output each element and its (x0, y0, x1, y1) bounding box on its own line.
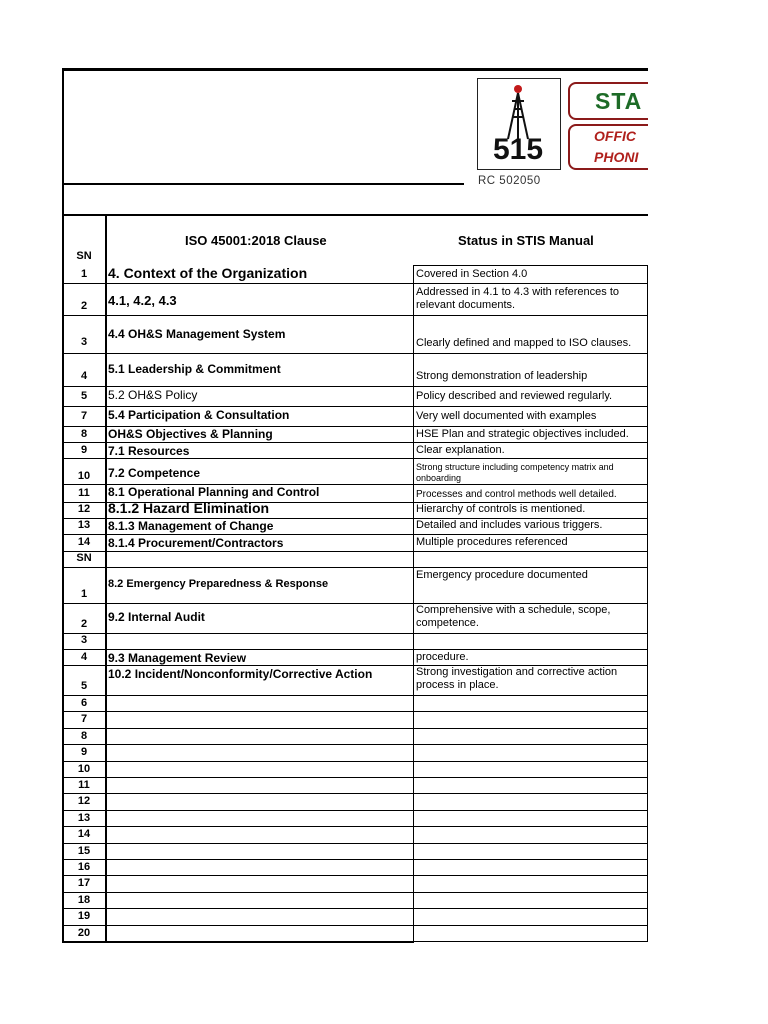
row-status: Clearly defined and mapped to ISO clauses. (416, 337, 632, 349)
oil-rig-logo-icon (478, 79, 559, 168)
row-clause: 9.3 Management Review (108, 651, 247, 665)
row-sn: 12 (77, 795, 91, 808)
row-divider (62, 534, 648, 535)
row-sn: 12 (77, 503, 91, 515)
row-sn: 9 (80, 444, 88, 456)
row-clause: 5.4 Participation & Consultation (108, 408, 290, 422)
row-status: Very well documented with examples (416, 410, 597, 422)
row-clause: OH&S Objectives & Planning (108, 427, 273, 441)
row-clause: 9.2 Internal Audit (108, 610, 205, 624)
row-divider (62, 695, 648, 696)
row-clause: 10.2 Incident/Nonconformity/Corrective Action (108, 667, 373, 681)
header-clause: ISO 45001:2018 Clause (185, 233, 327, 248)
header-status: Status in STIS Manual (458, 233, 594, 248)
row-status: Covered in Section 4.0 (416, 268, 528, 280)
phone-label: PHONI (594, 149, 639, 165)
section2-sn-label: SN (76, 552, 92, 564)
row-sn: 8 (80, 729, 88, 742)
row-clause: 4.4 OH&S Management System (108, 327, 286, 341)
row-status: Emergency procedure documented (416, 569, 588, 581)
row-sn: 14 (77, 828, 91, 841)
row-divider (62, 892, 648, 893)
row-sn: 5 (80, 680, 88, 692)
row-clause: 8.1 Operational Planning and Control (108, 485, 320, 499)
row-clause: 5.2 OH&S Policy (108, 388, 198, 402)
row-sn: 4 (80, 370, 88, 382)
row-sn: 6 (80, 697, 88, 709)
row-sn: 10 (77, 470, 91, 482)
row-status: Hierarchy of controls is mentioned. (416, 503, 586, 515)
row-status: Strong structure including competency matrix and onboarding (416, 462, 614, 483)
rc-number: RC 502050 (478, 175, 541, 187)
row-sn: 5 (80, 390, 88, 402)
row-divider (62, 315, 648, 316)
row-clause: 4.1, 4.2, 4.3 (108, 293, 177, 308)
row-sn: 11 (78, 779, 90, 791)
row-divider (62, 761, 648, 762)
row-sn: 15 (77, 844, 91, 857)
row-clause: 8.1.2 Hazard Elimination (108, 500, 270, 516)
row-divider (62, 353, 648, 354)
row-clause: 8.1.4 Procurement/Contractors (108, 536, 284, 550)
row-sn: 8 (80, 428, 88, 440)
row-status: Processes and control methods well detailed. (416, 489, 617, 500)
page-edge (648, 0, 768, 1024)
row-sn: 14 (77, 536, 91, 548)
row-status: Policy described and reviewed regularly. (416, 390, 613, 402)
row-clause: 5.1 Leadership & Commitment (108, 362, 281, 376)
row-sn: 4 (80, 651, 88, 663)
row-status: Detailed and includes various triggers. (416, 519, 603, 531)
row-divider (62, 859, 648, 860)
row-sn: 7 (80, 713, 88, 726)
row-status: HSE Plan and strategic objectives included. (416, 428, 629, 440)
row-divider (62, 810, 648, 811)
row-divider (62, 406, 648, 407)
row-sn: 10 (77, 762, 91, 775)
row-sn: 18 (77, 893, 91, 906)
row-clause: 7.1 Resources (108, 444, 190, 458)
row-sn: 20 (77, 926, 91, 939)
row-sn: 17 (77, 877, 91, 890)
row-sn: 19 (77, 910, 91, 923)
row-sn: 7 (80, 410, 88, 422)
row-divider (62, 633, 648, 634)
row-divider (62, 793, 648, 794)
header-sn: SN (76, 250, 92, 262)
row-status: Comprehensive with a schedule, scope, competence. (416, 604, 611, 629)
row-clause: 7.2 Competence (108, 466, 201, 480)
row-divider (62, 567, 648, 568)
row-divider (62, 728, 648, 729)
row-sn: 1 (80, 268, 88, 280)
row-sn: 3 (80, 634, 88, 646)
row-divider (62, 283, 648, 284)
row-clause: 8.2 Emergency Preparedness & Response (108, 578, 329, 590)
row-divider (62, 649, 648, 650)
row-divider (62, 777, 648, 778)
row-divider (62, 826, 648, 827)
row-sn: 3 (80, 336, 88, 348)
row-divider (62, 744, 648, 745)
row-divider (62, 551, 648, 552)
row-sn: 13 (77, 811, 91, 824)
logo-text: 515 (492, 133, 544, 166)
office-label: OFFIC (594, 128, 636, 144)
row-divider (62, 941, 648, 942)
row-sn: 2 (80, 300, 88, 312)
row-status: Strong investigation and corrective action process in place. (416, 666, 618, 691)
row-divider (62, 711, 648, 712)
row-sn: 2 (80, 618, 88, 630)
header-bottom (62, 214, 648, 216)
row-divider (62, 458, 648, 459)
row-clause: 4. Context of the Organization (108, 265, 308, 281)
company-brand: STA (595, 88, 643, 114)
row-status: Strong demonstration of leadership (416, 370, 588, 382)
row-divider (62, 386, 648, 387)
row-status: Clear explanation. (416, 444, 505, 456)
row-sn: 13 (77, 519, 91, 531)
row-divider (62, 908, 648, 909)
logo-box (477, 78, 561, 170)
row-status: Multiple procedures referenced (416, 536, 568, 548)
frame-top (62, 68, 648, 71)
row-divider (62, 442, 648, 443)
row-clause: 8.1.3 Management of Change (108, 519, 274, 533)
row-sn: 11 (78, 487, 90, 499)
row-divider (62, 925, 648, 926)
row-divider (413, 265, 648, 266)
row-status: procedure. (416, 651, 469, 663)
row-divider (62, 875, 648, 876)
header-divider (62, 183, 464, 185)
row-sn: 1 (80, 588, 88, 600)
row-sn: 9 (80, 746, 88, 759)
row-divider (62, 843, 648, 844)
row-status: Addressed in 4.1 to 4.3 with references to relevant documents. (416, 286, 620, 311)
row-sn: 16 (77, 861, 91, 873)
